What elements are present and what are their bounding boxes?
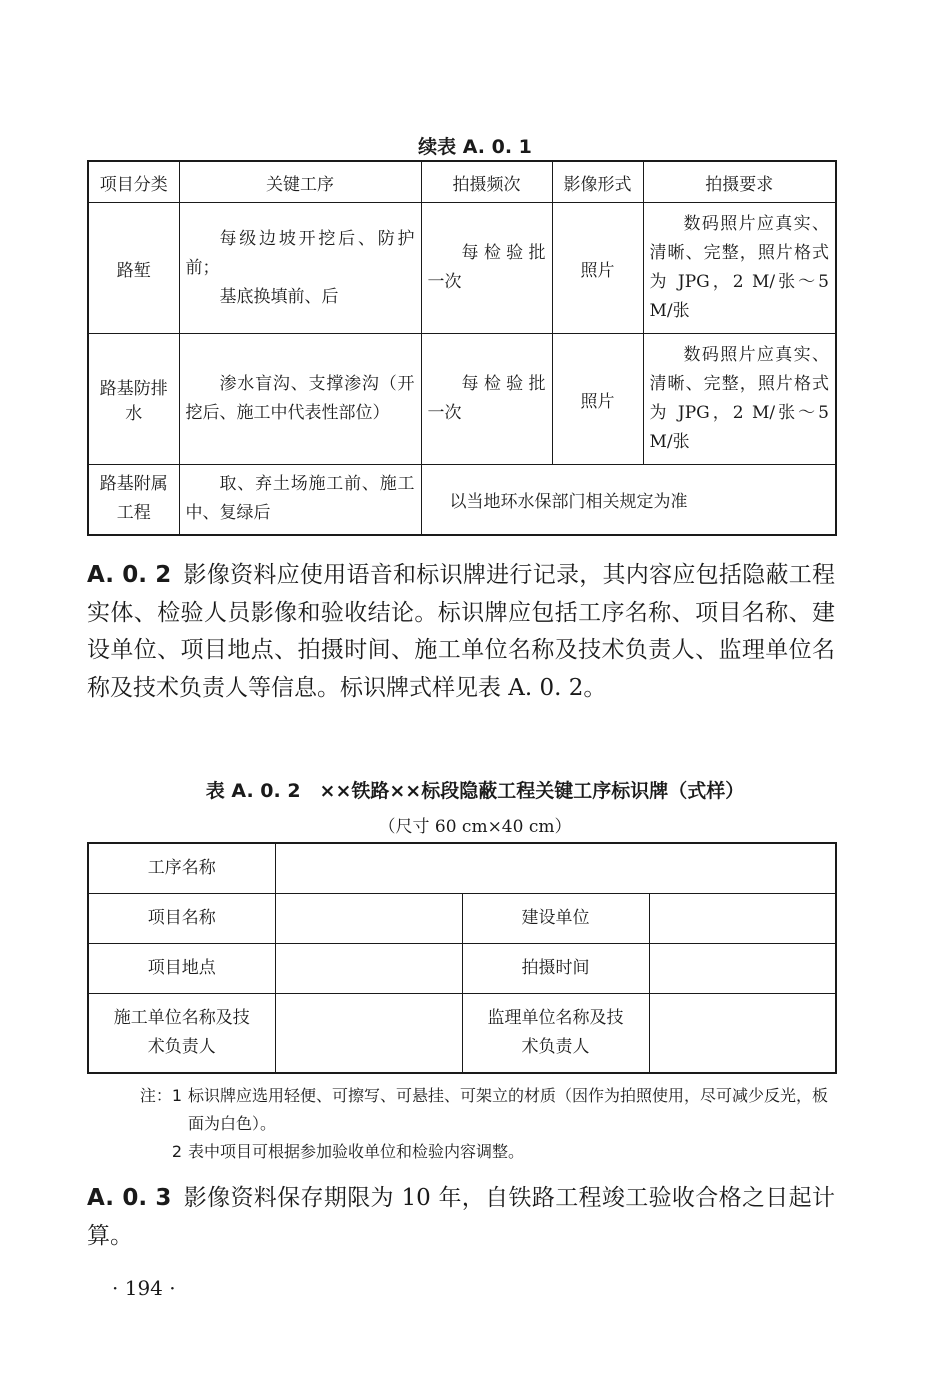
- clause-text: 影像资料应使用语音和标识牌进行记录，其内容应包括隐蔽工程实体、检验人员影像和验收结论。标识牌应包括工序名称、项目名称、建设单位、项目地点、拍摄时间、施工单位名称及技术负责人、监理单位名称及技术负责人等信息。标识牌式样见表 A. 0. 2。: [87, 562, 835, 701]
- table-row: [88, 465, 836, 535]
- row-frequency: 每检验批一次: [421, 203, 552, 334]
- label-construction-unit: 建设单位: [462, 893, 649, 943]
- value-contractor: [275, 993, 462, 1073]
- header-requirement: 拍摄要求: [643, 161, 836, 203]
- label-process-name: 工序名称: [88, 843, 275, 893]
- header-frequency: 拍摄频次: [421, 161, 552, 203]
- clause-a02: [87, 557, 835, 707]
- process-line: 每级边坡开挖后、防护前；: [185, 228, 415, 278]
- clause-label: A. 0. 2: [87, 562, 172, 588]
- row-requirement: 数码照片应真实、清晰、完整，照片格式为 JPG，2 M/张～5 M/张: [643, 334, 836, 465]
- note-label: 注：1: [139, 1086, 182, 1105]
- clause-text: 影像资料保存期限为 10 年，自铁路工程竣工验收合格之日起计算。: [87, 1185, 835, 1249]
- note-item: [127, 1082, 842, 1138]
- row-merged-note: 以当地环水保部门相关规定为准: [421, 465, 836, 535]
- row-requirement: 数码照片应真实、清晰、完整，照片格式为 JPG，2 M/张～5 M/张: [643, 203, 836, 334]
- label-project-name: 项目名称: [88, 893, 275, 943]
- value-process-name: [275, 843, 836, 893]
- table-row: [88, 203, 836, 334]
- table-row: [88, 893, 836, 943]
- row-format: 照片: [552, 334, 643, 465]
- table1-header-row: [88, 161, 836, 203]
- table-row: [88, 993, 836, 1073]
- value-construction-unit: [649, 893, 836, 943]
- row-category: 路堑: [88, 203, 179, 334]
- table-row: [88, 943, 836, 993]
- row-category: 路基防排水: [88, 334, 179, 465]
- row-process: [179, 203, 421, 334]
- value-supervisor: [649, 993, 836, 1073]
- note-item: [127, 1138, 842, 1166]
- label-project-location: 项目地点: [88, 943, 275, 993]
- note-text: 表中项目可根据参加验收单位和检验内容调整。: [188, 1142, 525, 1161]
- header-format: 影像形式: [552, 161, 643, 203]
- signboard-sample-table: [87, 842, 837, 1074]
- note-text: 标识牌应选用轻便、可擦写、可悬挂、可架立的材质（因作为拍照使用，尽可减少反光，板面为白色）。: [188, 1086, 829, 1133]
- row-frequency: 每检验批一次: [421, 334, 552, 465]
- value-project-name: [275, 893, 462, 943]
- table1-caption: 续表 A. 0. 1: [418, 136, 532, 158]
- value-project-location: [275, 943, 462, 993]
- label-contractor: 施工单位名称及技术负责人: [88, 993, 275, 1073]
- label-supervisor: 监理单位名称及技术负责人: [462, 993, 649, 1073]
- clause-a03: [87, 1180, 835, 1255]
- note-label: 2: [171, 1142, 182, 1161]
- table-row: [88, 334, 836, 465]
- row-category: 路基附属工程: [88, 465, 179, 535]
- row-process: 取、弃土场施工前、施工中、复绿后: [179, 465, 421, 535]
- table-notes: [127, 1082, 842, 1166]
- row-format: 照片: [552, 203, 643, 334]
- clause-label: A. 0. 3: [87, 1185, 172, 1211]
- table-row: [88, 843, 836, 893]
- header-category: 项目分类: [88, 161, 179, 203]
- table2-subcaption: （尺寸 60 cm×40 cm）: [378, 817, 572, 837]
- table2-caption: 表 A. 0. 2 ××铁路××标段隐蔽工程关键工序标识牌（式样）: [205, 780, 745, 802]
- page-number: · 194 ·: [112, 1276, 176, 1300]
- header-process: 关键工序: [179, 161, 421, 203]
- value-shooting-time: [649, 943, 836, 993]
- key-process-table: [87, 160, 837, 536]
- label-shooting-time: 拍摄时间: [462, 943, 649, 993]
- process-line: 基底换填前、后: [219, 286, 339, 307]
- row-process: 渗水盲沟、支撑渗沟（开挖后、施工中代表性部位）: [179, 334, 421, 465]
